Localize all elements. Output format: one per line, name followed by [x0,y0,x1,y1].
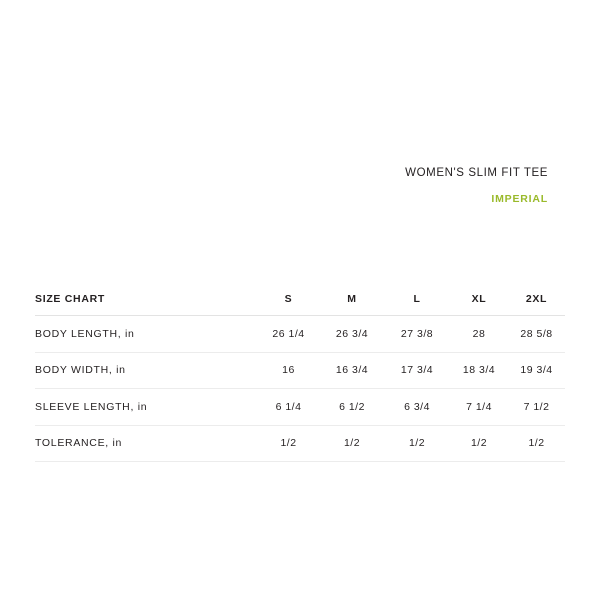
table-row [35,316,565,353]
cell-body-width-xl: 18 3/4 [450,352,508,389]
row-label-sleeve-length: SLEEVE LENGTH, in [35,389,257,426]
column-header-m: M [320,283,384,316]
product-title: WOMEN'S SLIM FIT TEE [405,167,548,179]
cell-tolerance-2xl: 1/2 [508,425,565,462]
cell-sleeve-length-2xl: 7 1/2 [508,389,565,426]
cell-body-width-2xl: 19 3/4 [508,352,565,389]
size-chart-table-wrapper [35,283,565,462]
cell-body-length-2xl: 28 5/8 [508,316,565,353]
table-row [35,425,565,462]
cell-body-length-s: 26 1/4 [257,316,320,353]
table-row [35,389,565,426]
cell-sleeve-length-m: 6 1/2 [320,389,384,426]
row-label-tolerance: TOLERANCE, in [35,425,257,462]
unit-system-label: IMPERIAL [491,193,548,205]
cell-tolerance-xl: 1/2 [450,425,508,462]
cell-body-length-m: 26 3/4 [320,316,384,353]
row-label-body-length: BODY LENGTH, in [35,316,257,353]
table-header-row [35,283,565,316]
column-header-l: L [384,283,450,316]
cell-tolerance-m: 1/2 [320,425,384,462]
table-corner-label: SIZE CHART [35,283,257,316]
cell-sleeve-length-s: 6 1/4 [257,389,320,426]
chart-header [0,166,548,206]
cell-body-width-s: 16 [257,352,320,389]
cell-tolerance-l: 1/2 [384,425,450,462]
row-label-body-width: BODY WIDTH, in [35,352,257,389]
cell-sleeve-length-l: 6 3/4 [384,389,450,426]
size-chart-table [35,283,565,462]
cell-tolerance-s: 1/2 [257,425,320,462]
column-header-xl: XL [450,283,508,316]
cell-body-length-l: 27 3/8 [384,316,450,353]
table-row [35,352,565,389]
cell-body-width-l: 17 3/4 [384,352,450,389]
cell-body-length-xl: 28 [450,316,508,353]
cell-sleeve-length-xl: 7 1/4 [450,389,508,426]
column-header-s: S [257,283,320,316]
column-header-2xl: 2XL [508,283,565,316]
cell-body-width-m: 16 3/4 [320,352,384,389]
